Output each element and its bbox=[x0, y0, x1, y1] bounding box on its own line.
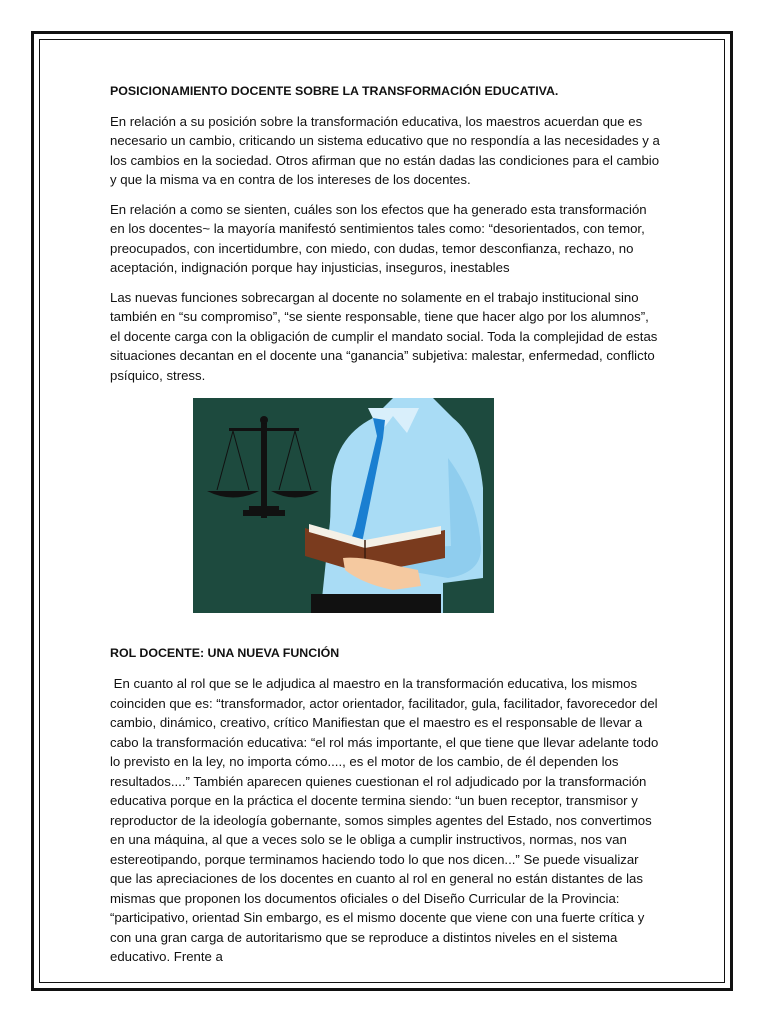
paragraph: En relación a como se sienten, cuáles son los efectos que ha generado esta transformación en los docentes~ la mayoría manifestó sentimientos tales como: “desorientados, con temor, preocupados, con incertidumbre, con miedo, con dudas, temor desconfianza, rechazo, no aceptación, indignación porque hay injusticias, inseguros, inestables bbox=[110, 201, 647, 275]
section-heading: POSICIONAMIENTO DOCENTE SOBRE LA TRANSFORMACIÓN EDUCATIVA. bbox=[110, 84, 559, 98]
illustration-teacher-with-book-and-scales bbox=[193, 398, 494, 613]
section-heading: ROL DOCENTE: UNA NUEVA FUNCIÓN bbox=[110, 646, 340, 660]
section-positioning bbox=[110, 82, 660, 395]
paragraph: En relación a su posición sobre la transformación educativa, los maestros acuerdan que es necesario un cambio, criticando un sistema educativo que no respondía a las necesidades y a los cambios en la sociedad. Otros afirman que no están dadas las condiciones para el cambio y que la misma va en contra de los intereses de los docentes. bbox=[110, 113, 660, 187]
paragraph: Las nuevas funciones sobrecargan al docente no solamente en el trabajo institucional sino también en “su compromiso”, “se siente responsable, tiene que hacer algo por los alumnos”, el docente carga con la obligación de cumplir el mandato social. Toda la complejidad de estas situaciones decantan en el docente una “ganancia” subjetiva: malestar, enfermedad, conflicto psíquico, stress. bbox=[110, 289, 658, 383]
section-teacher-role bbox=[110, 674, 662, 977]
illustration-svg bbox=[193, 398, 494, 613]
paragraph: En cuanto al rol que se le adjudica al maestro en la transformación educativa, los mismos coinciden que es: “transformador, actor orientador, facilitador, gula, facilitador, favorecedor del cambio, dinámico, creativo, crítico Manifiestan que el maestro es el responsable de llevar a cabo la transformación educativa: “el rol más importante, el que tiene que llevar adelante todo lo previsto en la ley, no importa cómo...., es el motor de los cambio, de él dependen los resultados....” También aparecen quienes cuestionan el rol adjudicado por la transformación educativa porque en la práctica el docente termina siendo: “un buen receptor, transmisor y reproductor de la ideología gobernante, somos simples agentes del Estado, nos convertimos en una máquina, al que a veces solo se le obliga a cumplir instructivos, normas, nos van estereotipando, porque terminamos haciendo todo lo que nos dicen...” Se puede visualizar que las apreciaciones de los docentes en cuanto al rol en general no están distantes de las mismas que proponen los documentos oficiales o del Diseño Curricular de la Provincia: “participativo, orientad Sin embargo, es el mismo docente que viene con una fuerte crítica y con una gran carga de autoritarismo que se reproduce a distintos niveles en el sistema educativo. Frente a bbox=[110, 676, 663, 964]
